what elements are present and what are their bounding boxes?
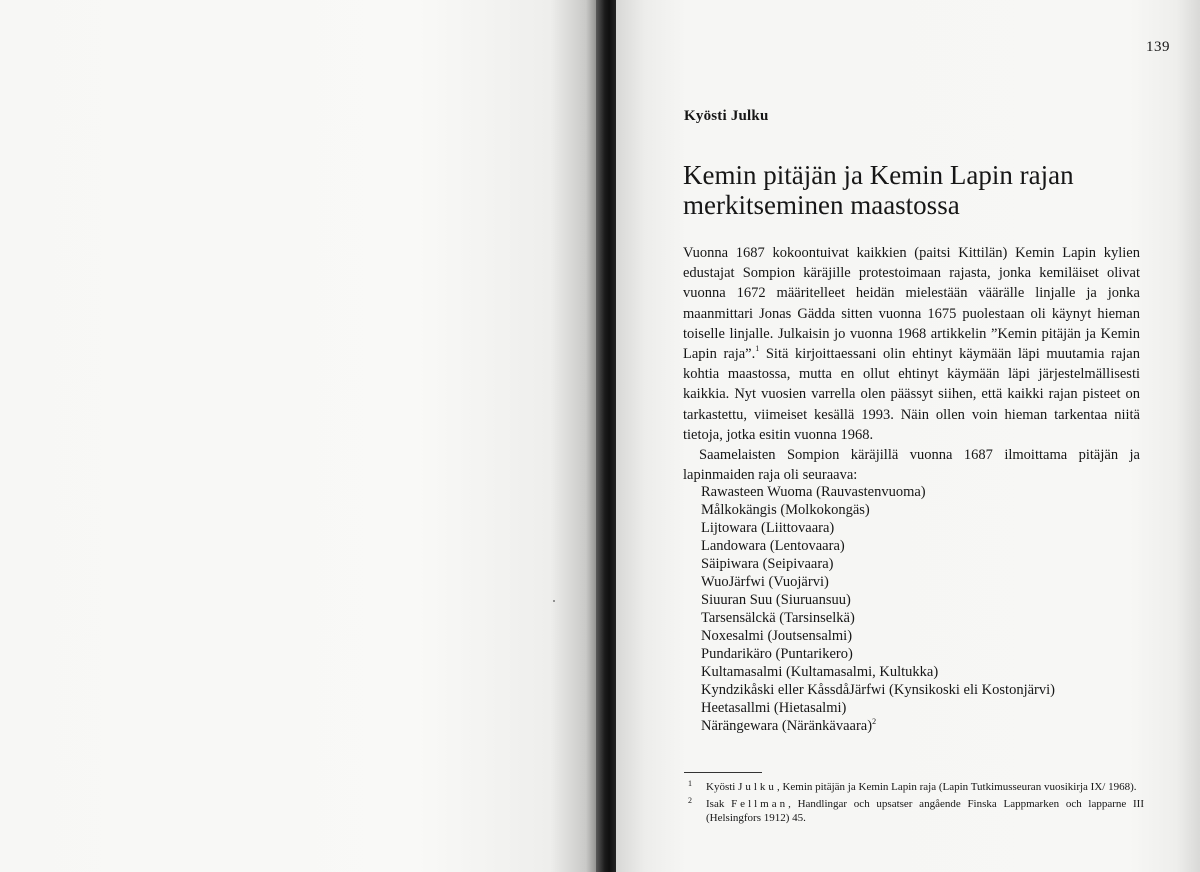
- list-item: Rawasteen Wuoma (Rauvastenvuoma): [701, 484, 926, 500]
- footnote-number: 1: [688, 779, 692, 788]
- paragraph-2: Saamelaisten Sompion käräjillä vuonna 1687 ilmoittama pitäjän ja lapinmaiden raja oli seuraava:: [683, 447, 1140, 484]
- title-line-2: merkitseminen maastossa: [683, 190, 960, 220]
- left-page-blank: [0, 0, 598, 872]
- footnote-author-first: Isak: [706, 798, 725, 810]
- list-item: Heetasallmi (Hietasalmi): [701, 700, 847, 716]
- footnotes: [688, 780, 1144, 828]
- paragraph-1: [683, 243, 1140, 445]
- footnote-text: , Handlingar och upsatser angående Finska Lappmarken och lapparne III (Helsingfors 1912) 45.: [706, 798, 1145, 824]
- article-author: Kyösti Julku: [684, 108, 769, 124]
- list-item: Kyndzikåski eller KåssdåJärfwi (Kynsikoski eli Kostonjärvi): [701, 682, 1055, 698]
- footnote-author-last: Julku: [738, 781, 777, 793]
- footnote-author-first: Kyösti: [706, 781, 736, 793]
- list-item: WuoJärfwi (Vuojärvi): [701, 574, 829, 590]
- page-speck: [553, 600, 555, 602]
- list-item: Siuuran Suu (Siuruansuu): [701, 592, 851, 608]
- page-number: 139: [1146, 39, 1170, 55]
- paragraph-1-text: Vuonna 1687 kokoontuivat kaikkien (paitsi Kittilän) Kemin Lapin kylien edustajat Sompion käräjille protestoimaan rajasta, jonka kemiläiset olivat vuonna 1672 määritelleet heidän mielestään väärälle linjalle ja jonka maanmittari Jonas Gädda sitten vuonna 1675 puolestaan oli käynyt hieman toiselle linjalle. Julkaisin jo vuonna 1968 artikkelin ”Kemin pitäjän ja Kemin Lapin raja”.: [683, 245, 1140, 363]
- paragraph-1-text-cont: Sitä kirjoittaessani olin ehtinyt käymään läpi muutamia rajan kohtia maastossa, mutta en ollut ehtinyt käymään läpi järjestelmällisesti kaikkia. Nyt vuosien varrella olen päässyt siihen, että kaikki rajan pisteet on tarkastettu, viimeiset kesällä 1993. Näin ollen voin hieman tarkentaa niitä tietoja, jotka esitin vuonna 1968.: [683, 346, 1140, 443]
- footnote-number: 2: [688, 796, 692, 805]
- list-item: Säipiwara (Seipivaara): [701, 556, 834, 572]
- right-page: [616, 0, 1200, 872]
- footnote-text: , Kemin pitäjän ja Kemin Lapin raja (Lapin Tutkimusseuran vuosikirja IX/ 1968).: [776, 781, 1137, 793]
- list-item: Landowara (Lentovaara): [701, 538, 845, 554]
- title-line-1: Kemin pitäjän ja Kemin Lapin rajan: [683, 160, 1074, 190]
- list-item: Kultamasalmi (Kultamasalmi, Kultukka): [701, 664, 939, 680]
- boundary-place-list: [701, 483, 1141, 735]
- list-item: Tarsensälckä (Tarsinselkä): [701, 610, 855, 626]
- list-item: Pundarikäro (Puntarikero): [701, 646, 853, 662]
- footnote-ref-1: 1: [755, 344, 760, 354]
- list-item: Målkokängis (Molkokongäs): [701, 502, 870, 518]
- footnote-ref-2: 2: [872, 717, 877, 726]
- book-gutter: [596, 0, 618, 872]
- footnote-2: [688, 797, 1144, 825]
- list-item-last: [701, 717, 1141, 735]
- article-title: [683, 160, 1153, 220]
- list-item: Lijtowara (Liittovaara): [701, 520, 835, 536]
- footnote-1: [688, 780, 1144, 794]
- footnote-divider: [684, 772, 762, 773]
- last-place-text: Närängewara (Näränkävaara): [701, 718, 873, 734]
- list-item: Noxesalmi (Joutsensalmi): [701, 628, 853, 644]
- footnote-author-last: Fellman: [731, 798, 789, 810]
- article-body: [683, 243, 1140, 485]
